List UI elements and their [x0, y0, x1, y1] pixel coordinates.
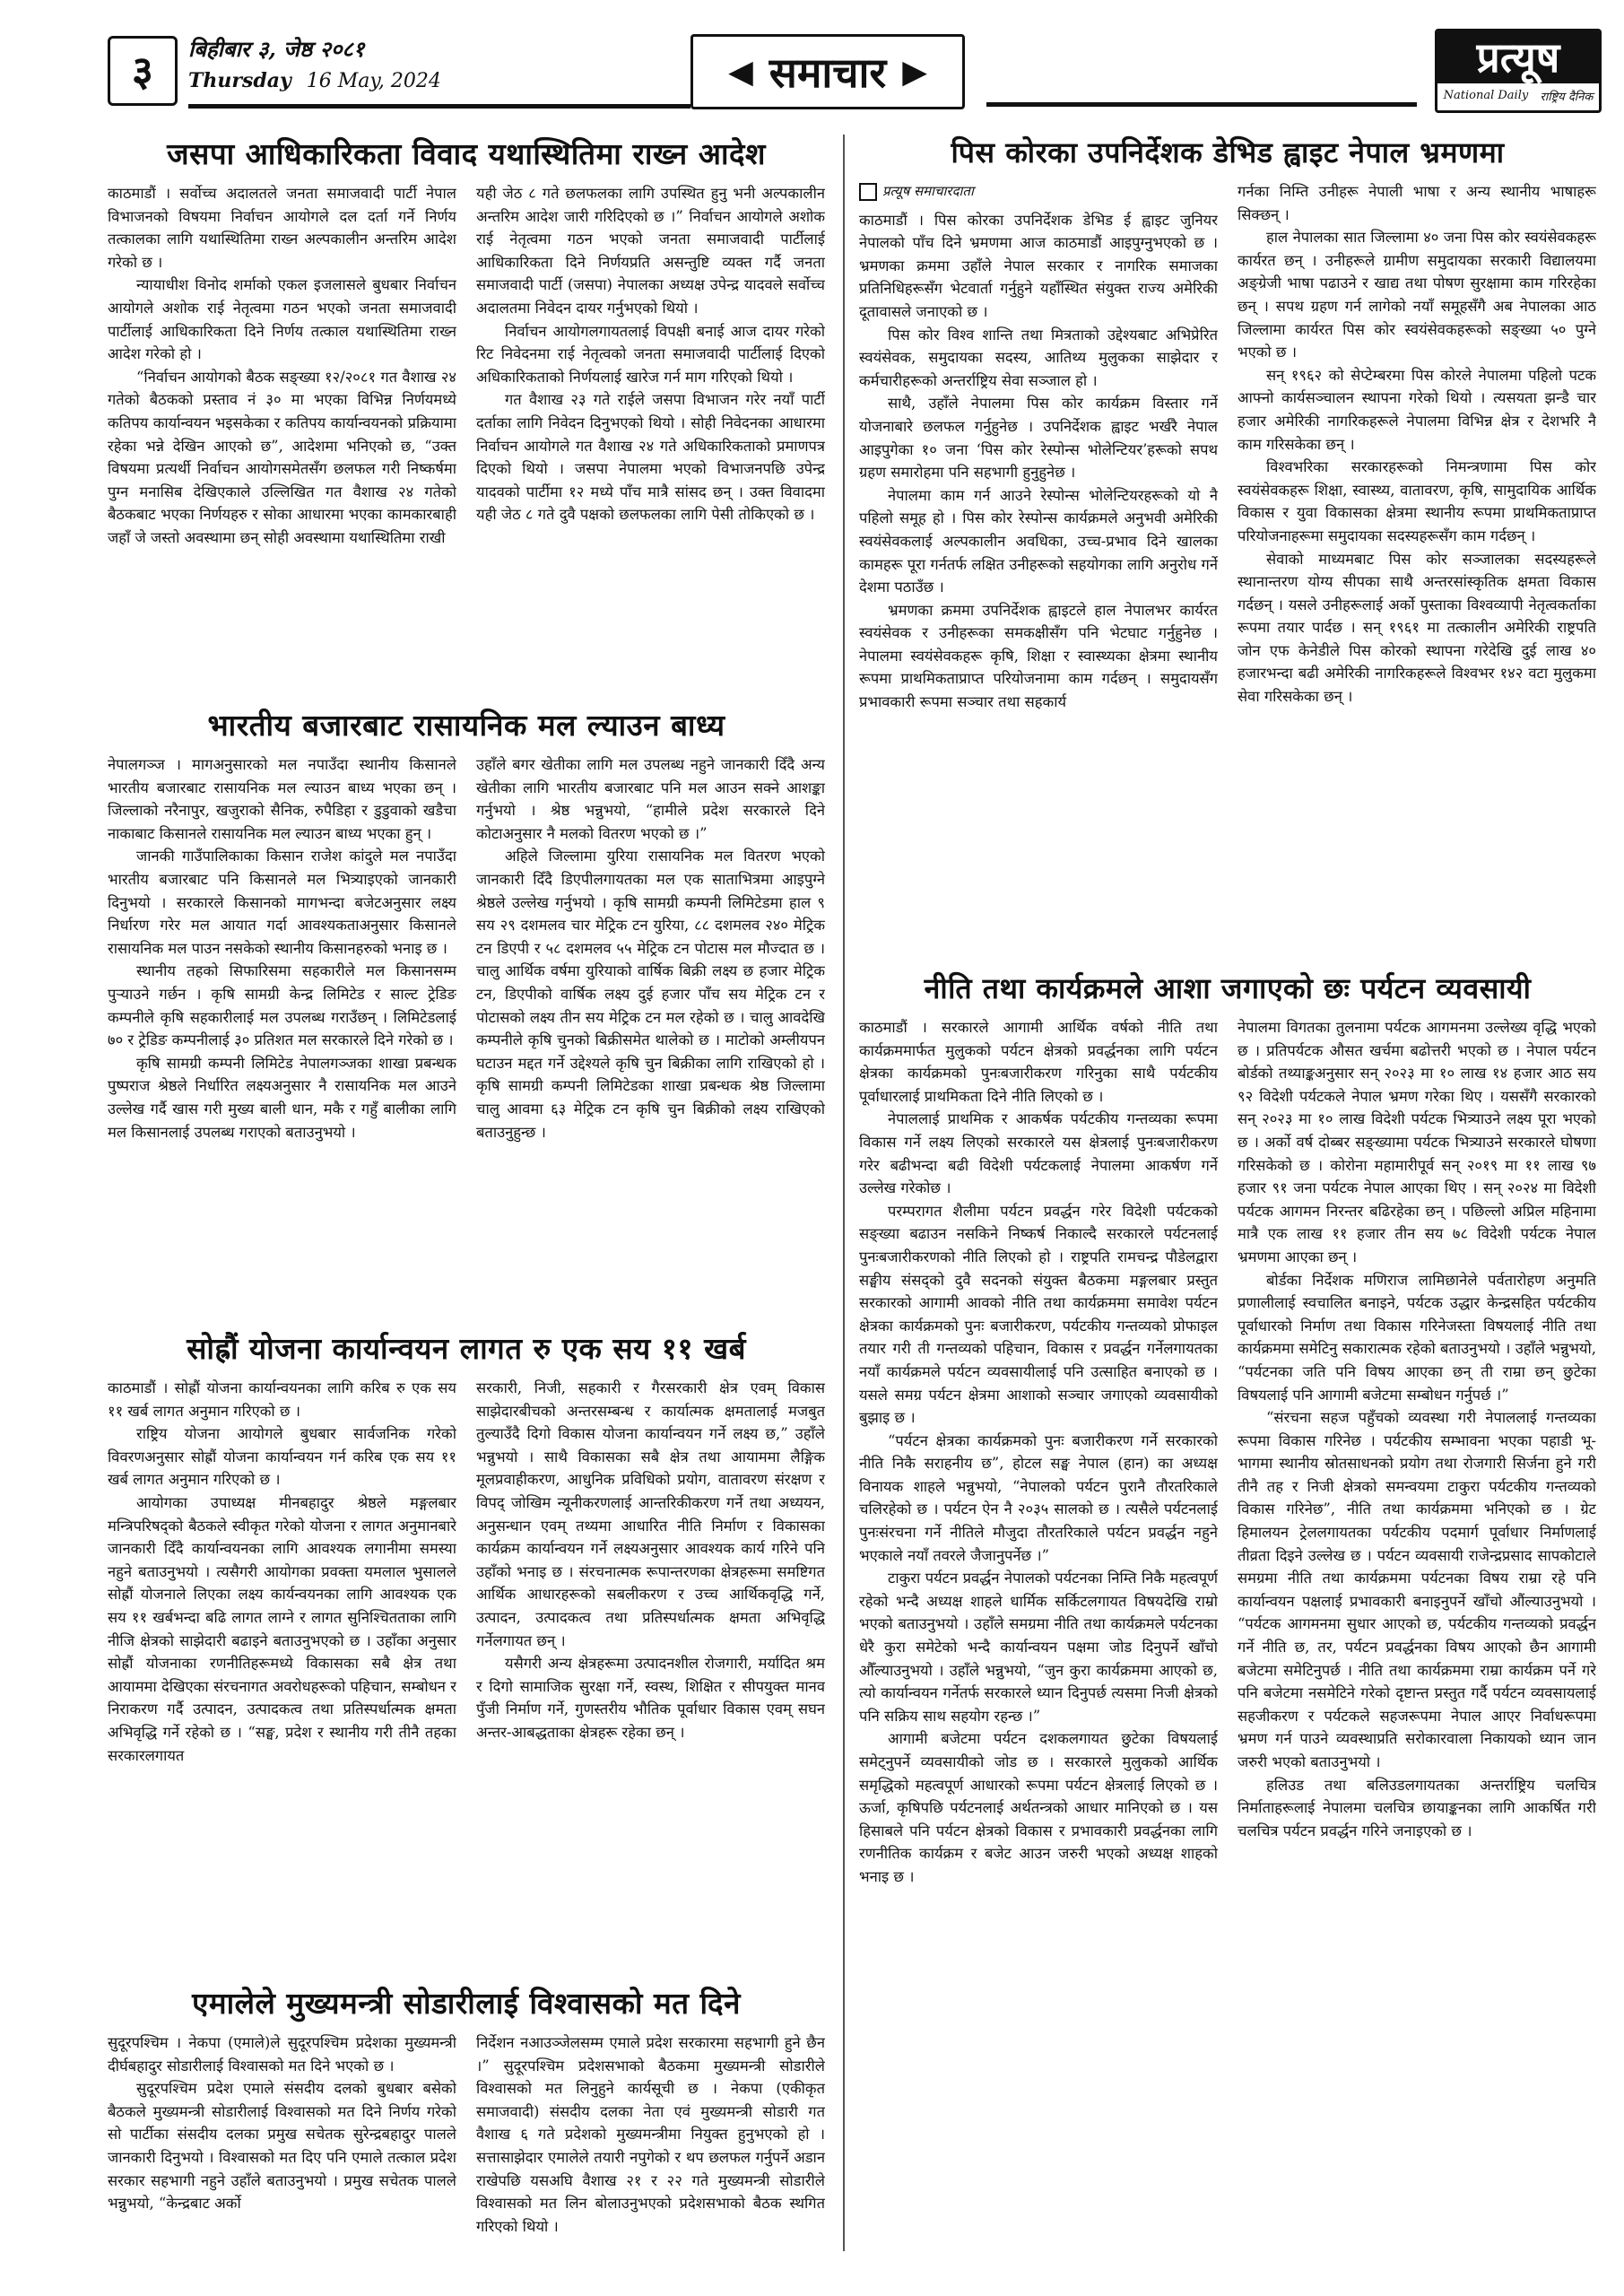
logo-wordmark: प्रत्यूष — [1437, 31, 1599, 83]
paragraph: काठमाडौं । सोह्रौं योजना कार्यान्वयनका लागि करिब रु एक सय ११ खर्ब लागत अनुमान गरिएको छ । — [108, 1379, 456, 1420]
dateline-rule — [188, 104, 690, 109]
newspaper-logo — [1435, 29, 1602, 113]
paragraph: सरकारी, निजी, सहकारी र गैरसरकारी क्षेत्र एवम् विकास साझेदारबीचको अन्तरसम्बन्ध र कार्यात्मक क्षमतालाई मजबुत तुल्याउँदै दिगो विकास योजना कार्यान्वयन गर्ने लक्ष्य छ,” उहाँले भन्नुभयो । साथै विकासका सबै क्षेत्र तथा आयाममा लैङ्गिक मूलप्रवाहीकरण, आधुनिक प्रविधिको प्रयोग, वातावरण संरक्षण र विपद् जोखिम न्यूनीकरणलाई आन्तरिकीकरण गर्ने तथा अध्ययन, अनुसन्धान एवम् तथ्यमा आधारित नीति निर्माण र विकासका कार्यक्रम कार्यान्वयन गर्ने लक्ष्यअनुसार आवश्यक कार्य गरिने पनि उहाँको भनाइ छ । संरचनात्मक रूपान्तरणका क्षेत्रहरूमा समष्टिगत आर्थिक आधारहरूको सबलीकरण र उच्च आर्थिकवृद्धि गर्ने, उत्पादन, उत्पादकत्व तथा प्रतिस्पर्धात्मक क्षमता अभिवृद्धि गर्नेलगायत छन् । — [476, 1379, 825, 1649]
article-headline: जसपा आधिकारिकता विवाद यथास्थितिमा राख्न आदेश — [167, 136, 766, 171]
day-english: Thursday — [188, 69, 291, 92]
byline-text: प्रत्यूष समाचारदाता — [882, 183, 974, 199]
column-divider — [843, 135, 845, 2251]
paragraph: सुदूरपश्चिम प्रदेश एमाले संसदीय दलको बुधबार बसेको बैठकले मुख्यमन्त्री सोडारीलाई विश्वासको मत दिने निर्णय गरेको सो पार्टीका संसदीय दलका प्रमुख सचेतक सुरेन्द्रबहादुर पालले जानकारी दिनुभयो । विश्वासको मत दिए पनि एमाले तत्काल प्रदेश सरकार सहभागी नहुने उहाँले बताउनुभयो । प्रमुख सचेतक पालले भन्नुभयो, “केन्द्रबाट अर्को — [108, 2080, 456, 2213]
arrow-right-icon: ▶ — [902, 53, 927, 91]
paragraph: आगामी बजेटमा पर्यटन दशकलगायत छुटेका विषयलाई समेट्नुपर्ने व्यवसायीको जोड छ । सरकारले मुलुकको आर्थिक समृद्धिको महत्वपूर्ण आधारको रूपमा पर्यटन क्षेत्रलाई लिएको छ । ऊर्जा, कृषिपछि पर्यटनलाई अर्थतन्त्रको आधार मानिएको छ । यस हिसाबले पनि पर्यटन क्षेत्रको विकास र प्रभावकारी प्रवर्द्धनका लागि रणनीतिक कार्यक्रम र बजेट आउन जरुरी भएको अध्यक्ष शाहको भनाइ छ । — [859, 1730, 1218, 1885]
paragraph: साथै, उहाँले नेपालमा पिस कोर कार्यक्रम विस्तार गर्ने योजनाबारे छलफल गर्नुहुनेछ । उपनिर्देशक ह्वाइट भर्खरै नेपाल आइपुगेका १० जना ‘पिस कोर रेस्पोन्स भोलेन्टियर’हरूको सपथ ग्रहण समारोहमा पनि सहभागी हुनुहुनेछ । — [859, 395, 1218, 482]
paragraph: गत वैशाख २३ गते राईले जसपा विभाजन गरेर नयाँ पार्टी दर्ताका लागि निवेदन दिनुभएको थियो । सोही निवेदनका आधारमा निर्वाचन आयोगले गत वैशाख २४ गते अधिकारिकताको प्रमाणपत्र दिएको थियो । जसपा नेपालमा भएको विभाजनपछि उपेन्द्र यादवको पार्टीमा १२ मध्ये पाँच मात्रै सांसद छन् । उक्त विवादमा यही जेठ ८ गते दुवै पक्षको छलफलका लागि पेसी तोकिएको छ । — [476, 391, 825, 524]
masthead-rule — [986, 102, 1417, 107]
checkbox-icon — [859, 183, 877, 201]
article-column — [476, 2031, 825, 2292]
article-headline: सोह्रौं योजना कार्यान्वयन लागत रु एक सय ११ खर्ब — [187, 1331, 746, 1366]
dateline — [188, 34, 441, 92]
paragraph: काठमाडौं । सरकारले आगामी आर्थिक वर्षको नीति तथा कार्यक्रममार्फत मुलुकको पर्यटन क्षेत्रको प्रवर्द्धनका लागि पर्यटन क्षेत्रका कार्यक्रमको पुनःबजारीकरण गरिनुका साथै पर्यटकीय पूर्वाधारलाई प्राथमिकता दिने नीति लिएको छ । — [859, 1019, 1218, 1105]
paragraph: टाकुरा पर्यटन प्रवर्द्धन नेपालको पर्यटनका निम्ति निकै महत्वपूर्ण रहेको भन्दै अध्यक्ष शाहले धार्मिक सर्किटलगायत विषयदेखि राम्रो भएको बताउनुभयो । उहाँले समग्रमा नीति तथा कार्यक्रमले पर्यटनका धेरै कुरा समेटेको भन्दै कार्यान्वयन पक्षमा जोड दिनुपर्ने खाँचो औँल्याउनुभयो । उहाँले भन्नुभयो, “जुन कुरा कार्यक्रममा आएको छ, त्यो कार्यान्वयन गर्नेतर्फ सरकारले ध्यान दिनुपर्छ त्यसमा निजी क्षेत्रको पनि सक्रिय साथ सहयोग रहन्छ ।” — [859, 1570, 1218, 1725]
paragraph: नेपाललाई प्राथमिक र आकर्षक पर्यटकीय गन्तव्यका रूपमा विकास गर्ने लक्ष्य लिएको सरकारले यस क्षेत्रलाई पुनःबजारीकरण गरेर बढीभन्दा बढी विदेशी पर्यटकलाई नेपालमा आकर्षण गर्ने उल्लेख गरेकोछ । — [859, 1110, 1218, 1197]
byline — [859, 180, 1218, 204]
date-english-text: 16 May, 2024 — [306, 70, 441, 92]
paragraph: स्थानीय तहको सिफारिसमा सहकारीले मल किसानसम्म पुऱ्याउने गर्छन । कृषि सामग्री केन्द्र लिमिटेड र साल्ट ट्रेडिङ कम्पनीले कृषि सहकारीलाई मल उपलब्ध गराउँछन् । लिमिटेडलाई ७० र ट्रेडिङ कम्पनीलाई ३० प्रतिशत मल सरकारले दिने गरेको छ । — [108, 962, 456, 1049]
paragraph: काठमाडौं । पिस कोरका उपनिर्देशक डेभिड ई ह्वाइट जुनियर नेपालको पाँच दिने भ्रमणमा आज काठमाडौं आइपुग्नुभएको छ । भ्रमणका क्रममा उहाँले नेपाल सरकार र नागरिक समाजका प्रतिनिधिहरूसँग भेटवार्ता गर्नुहुने यहाँस्थित संयुक्त राज्य अमेरिकी दूतावासले जनाएको छ । — [859, 211, 1218, 320]
paragraph: भ्रमणका क्रममा उपनिर्देशक ह्वाइटले हाल नेपालभर कार्यरत स्वयंसेवक र उनीहरूका समकक्षीसँग पनि भेटघाट गर्नुहुनेछ । नेपालमा स्वयंसेवकहरू कृषि, शिक्षा र स्वास्थ्यका क्षेत्रमा स्थानीय रूपमा प्राथमिकताप्राप्त परियोजनामा काम गर्दछन् । समुदायसँग प्रभावकारी रूपमा सञ्चार तथा सहकार्य — [859, 601, 1218, 711]
paragraph: हलिउड तथा बलिउडलगायतका अन्तर्राष्ट्रिय चलचित्र निर्माताहरूलाई नेपालमा चलचित्र छायाङ्कनका लागि आकर्षित गरी चलचित्र पर्यटन प्रवर्द्धन गरिने जनाइएको छ । — [1238, 1776, 1596, 1839]
article-sixteenth-plan — [108, 1327, 825, 1978]
article-column — [1238, 1016, 1596, 2294]
paragraph: “पर्यटन क्षेत्रका कार्यक्रमको पुनः बजारीकरण गर्ने सरकारको नीति निकै सराहनीय छ”, होटल सङ्घ नेपाल (हान) का अध्यक्ष विनायक शाहले भन्नुभयो, “नेपालको पर्यटन पुरानै तौरतरिकाले चलिरहेको छ । पर्यटन ऐन नै २०३५ सालको छ । त्यसैले पर्यटनलाई पुनःसंरचना गर्ने नीतिले मौजुदा तौरतरिकाले पर्यटन प्रवर्द्धन नहुने भएकाले नयाँ तवरले जैजानुपर्नेछ ।” — [859, 1431, 1218, 1564]
article-column — [476, 182, 825, 735]
paragraph: न्यायाधीश विनोद शर्माको एकल इजलासले बुधबार निर्वाचन आयोगले अशोक राई नेतृत्वमा गठन भएको जनता समाजवादी पार्टीलाई आधिकारिकता दिने निर्णय तत्काल यथास्थितिमा राख्न आदेश गरेको हो । — [108, 276, 456, 363]
article-column — [476, 753, 825, 1323]
article-headline: नीति तथा कार्यक्रमले आशा जगाएको छः पर्यटन व्यवसायी — [924, 971, 1532, 1005]
article-jaspa — [108, 133, 825, 735]
article-column — [108, 182, 456, 735]
paragraph: यसैगरी अन्य क्षेत्रहरूमा उत्पादनशील रोजगारी, मर्यादित श्रम र दिगो सामाजिक सुरक्षा गर्ने, स्वस्थ, शिक्षित र सीपयुक्त मानव पुँजी निर्माण गर्ने, गुणस्तरीय भौतिक पूर्वाधार विकास एवम् सघन अन्तर-आबद्धताका क्षेत्रहरू रहेका छन् । — [476, 1655, 825, 1741]
article-column — [108, 2031, 456, 2292]
page-number: ३ — [108, 36, 178, 106]
paragraph: कृषि सामग्री कम्पनी लिमिटेड नेपालगञ्जका शाखा प्रबन्धक पुष्पराज श्रेष्ठले निर्धारित लक्ष्यअनुसार नै रासायनिक मल आउने उल्लेख गर्दै खास गरी मुख्य बाली धान, मकै र गहुँ बालीका लागि मल किसानलाई उपलब्ध गराएको बताउनुभयो । — [108, 1054, 456, 1141]
paragraph: “संरचना सहज पहुँचको व्यवस्था गरी नेपाललाई गन्तव्यका रूपमा विकास गरिनेछ । पर्यटकीय सम्भावना भएका पहाडी भू-भागमा स्थानीय स्रोतसाधनको प्रयोग तथा रोजगारी सिर्जना हुने गरी तीनै तह र निजी क्षेत्रको समन्वयमा टाकुरा पर्यटकीय गन्तव्यको विकास गरिनेछ”, नीति तथा कार्यक्रममा भनिएको छ । ग्रेट हिमालयन ट्रेललगायतका पर्यटकीय पदमार्ग पूर्वाधार निर्माणलाई तीव्रता दिइने उल्लेख छ । पर्यटन व्यवसायी राजेन्द्रप्रसाद सापकोटाले समग्रमा नीति तथा कार्यक्रममा पर्यटनका विषय राम्रा रहे पनि कार्यान्वयन पक्षलाई प्रभावकारी बनाइनुपर्ने खाँचो औंल्याउनुभयो । “पर्यटक आगमनमा सुधार आएको छ, पर्यटकीय गन्तव्यको प्रवर्द्धन गर्ने नीति छ, तर, पर्यटन प्रवर्द्धनका विषय आएको छैन आगामी बजेटमा समेटिनुपर्छ । नीति तथा कार्यक्रममा राम्रा कार्यक्रम पर्ने गरे पनि बजेटमा नसमेटिने गरेको दृष्टान्त प्रस्तुत गर्दै पर्यटन व्यवसायलाई सहजीकरण र पर्यटकले सहजरूपमा नेपाल आएर निर्वाधरूपमा भ्रमण गर्न पाउने व्यवस्थाप्रति सरोकारवाला निकायको ध्यान जान जरुरी भएको बताउनुभयो । — [1238, 1409, 1596, 1770]
paragraph: विश्वभरिका सरकारहरूको निमन्त्रणामा पिस कोर स्वयंसेवकहरू शिक्षा, स्वास्थ्य, वातावरण, कृषि, सामुदायिक आर्थिक विकास र युवा विकासका क्षेत्रमा स्थानीय रूपमा प्राथमिकताप्राप्त परियोजनाहरूमा समुदायका सदस्यहरूसँग काम गर्दछन् । — [1238, 458, 1596, 544]
paragraph: गर्नका निम्ति उनीहरू नेपाली भाषा र अन्य स्थानीय भाषाहरू सिक्छन् । — [1238, 183, 1596, 223]
paragraph: पिस कोर विश्व शान्ति तथा मित्रताको उद्देश्यबाट अभिप्रेरित स्वयंसेवक, समुदायका सदस्य, आतिथ्य मुलुकका साझेदार र कर्मचारीहरूको अन्तर्राष्ट्रिय सेवा सञ्जाल हो । — [859, 326, 1218, 389]
paragraph: “निर्वाचन आयोगको बैठक सङ्ख्या १२/२०८१ गत वैशाख २४ गतेको बैठकको प्रस्ताव नं ३० मा भएका विभिन्न निर्णयमध्ये कतिपय कार्यान्वयन भइसकेका र कतिपय कार्यान्वयनको प्रक्रियामा रहेका भन्ने देखिन आएको छ”, आदेशमा भनिएको छ, “उक्त विषयमा प्रत्यर्थी निर्वाचन आयोगसमेतसँग छलफल गरी निष्कर्षमा पुग्न मनासिब देखिएकाले उल्लिखित गत वैशाख २४ गतेको बैठकबाट भएका निर्णयहरु र सोका आधारमा भएका कामकारबाही जहाँ जे जस्तो अवस्थामा छन् सोही अवस्थामा यथास्थितिमा राखी — [108, 368, 456, 546]
article-column — [108, 1377, 456, 1978]
article-headline: पिस कोरका उपनिर्देशक डेभिड ह्वाइट नेपाल भ्रमणमा — [951, 135, 1505, 170]
article-headline: एमालेले मुख्यमन्त्री सोडारीलाई विश्वासको मत दिने — [192, 1986, 741, 2021]
section-title: समाचार — [769, 48, 887, 97]
paragraph: सुदूरपश्चिम । नेकपा (एमाले)ले सुदूरपश्चिम प्रदेशका मुख्यमन्त्री दीर्घबहादुर सोडारीलाई विश्वासको मत दिने भएको छ । — [108, 2034, 456, 2074]
paragraph: परम्परागत शैलीमा पर्यटन प्रवर्द्धन गरेर विदेशी पर्यटकको सङ्ख्या बढाउन नसकिने निष्कर्ष निकाल्दै सरकारले पर्यटनलाई पुनःबजारीकरणको नीति लिएको हो । राष्ट्रपति रामचन्द्र पौडेलद्वारा सङ्घीय संसद्को दुवै सदनको संयुक्त बैठकमा मङ्गलबार प्रस्तुत सरकारको आगामी आवको नीति तथा कार्यक्रममा समावेश पर्यटन क्षेत्रका कार्यक्रमको पुनः बजारीकरण, पर्यटकीय गन्तव्यको प्रोफाइल तयार गरी ती गन्तव्यको पहिचान, विकास र प्रवर्द्धन गर्नेलगायतका नयाँ कार्यक्रमले पर्यटन व्यवसायीलाई पनि उत्साहित बनाएको छ । यसले समग्र पर्यटन क्षेत्रमा आशाको सञ्चार जगाएको व्यवसायीको बुझाइ छ । — [859, 1202, 1218, 1427]
paragraph: उहाँले बगर खेतीका लागि मल उपलब्ध नहुने जानकारी दिँदै अन्य खेतीका लागि भारतीय बजारबाट पनि मल आउन सक्ने आशङ्का गर्नुभयो । श्रेष्ठ भन्नुभयो, “हामीले प्रदेश सरकारले दिने कोटाअनुसार नै मलको वितरण भएको छ ।” — [476, 756, 825, 842]
article-column — [859, 1016, 1218, 2294]
paragraph: सेवाको माध्यमबाट पिस कोर सञ्जालका सदस्यहरूले स्थानान्तरण योग्य सीपका साथै अन्तरसांस्कृतिक क्षमता विकास गर्दछन् । यसले उनीहरूलाई अर्को पुस्ताका विश्वव्यापी नेतृत्वकर्ताका रूपमा तयार पार्दछ । सन् १९६१ मा तत्कालीन अमेरिकी राष्ट्रपति जोन एफ केनेडीले पिस कोरको स्थापना गरेदेखि दुई लाख ४० हजारभन्दा बढी अमेरिकी नागरिकहरूले विश्वभर १४२ वटा मुलुकमा सेवा गरिसकेका छन् । — [1238, 550, 1596, 706]
date-english — [188, 69, 441, 92]
paragraph: अहिले जिल्लामा युरिया रासायनिक मल वितरण भएको जानकारी दिँदै डिएपीलगायतका मल एक साताभित्रमा आइपुग्ने श्रेष्ठले उल्लेख गर्नुभयो । कृषि सामग्री कम्पनी लिमिटेडमा हाल ९ सय २९ दशमलव चार मेट्रिक टन युरिया, ८८ दशमलव २४० मेट्रिक टन डिएपी र ५८ दशमलव ५५ मेट्रिक टन पोटास मल मौज्दात छ । चालु आर्थिक वर्षमा युरियाको वार्षिक बिक्री लक्ष्य छ हजार मेट्रिक टन, डिएपीको वार्षिक लक्ष्य दुई हजार पाँच सय मेट्रिक टन र पोटासको लक्ष्य तीन सय मेट्रिक टन मल रहेको छ । चालु आवदेखि कम्पनीले कृषि चुनको बिक्रीसमेत थालेको छ । माटोको अम्लीयपन घटाउन मद्दत गर्ने उद्देश्यले कृषि चुन बिक्रीका लागि राखिएको हो । कृषि सामग्री कम्पनी लिमिटेडका शाखा प्रबन्धक श्रेष्ठ जिल्लामा चालु आवमा ६३ मेट्रिक टन कृषि चुन बिक्रीको लक्ष्य राखिएको बताउनुहुन्छ । — [476, 848, 825, 1141]
logo-tagline — [1437, 83, 1599, 108]
paragraph: हाल नेपालका सात जिल्लामा ४० जना पिस कोर स्वयंसेवकहरू कार्यरत छन् । उनीहरूले ग्रामीण समुदायका सरकारी विद्यालयमा अङ्ग्रेजी भाषा पढाउने र खाद्य तथा पोषण सुरक्षामा काम गरिरहेका छन् । सपथ ग्रहण गर्न लागेको नयाँ समूहसँगै अब नेपालका आठ जिल्लामा कार्यरत पिस कोर स्वयंसेवकहरूको सङ्ख्या ५० पुग्ने भएको छ । — [1238, 229, 1596, 361]
paragraph: काठमाडौं । सर्वोच्च अदालतले जनता समाजवादी पार्टी नेपाल विभाजनको विषयमा निर्वाचन आयोगले दल दर्ता गर्ने निर्णय तत्कालका लागि यथास्थितिमा राख्न अल्पकालीन अन्तरिम आदेश गरेको छ । — [108, 185, 456, 271]
paragraph: नेपालमा काम गर्न आउने रेस्पोन्स भोलेन्टियरहरूको यो नै पहिलो समूह हो । पिस कोर रेस्पोन्स कार्यक्रमले अनुभवी अमेरिकी स्वयंसेवकलाई अल्पकालीन अवधिका, उच्च-प्रभाव दिने खालका कामहरू पूरा गर्नतर्फ लक्षित उनीहरूको सहयोगका लागि अनुरोध गर्ने देशमा पठाउँछ । — [859, 486, 1218, 596]
article-tourism-policy — [859, 969, 1596, 2294]
article-fertilizer — [108, 704, 825, 1323]
paragraph: निर्देशन नआउञ्जेलसम्म एमाले प्रदेश सरकारमा सहभागी हुने छैन ।” सुदूरपश्चिम प्रदेशसभाको बैठकमा मुख्यमन्त्री सोडारीले विश्वासको मत लिनुहुने कार्यसूची छ । नेकपा (एकीकृत समाजवादी) संसदीय दलका नेता एवं मुख्यमन्त्री सोडारी गत वैशाख ६ गते प्रदेशको मुख्यमन्त्रीमा नियुक्त हुनुभएको हो । सत्तासाझेदार एमालेले तयारी नपुगेको र थप छलफल गर्नुपर्ने अडान राखेपछि यसअघि वैशाख २१ र २२ गते मुख्यमन्त्री सोडारीले विश्वासको मत लिन बोलाउनुभएको प्रदेशसभाको बैठक स्थगित गरिएको थियो । — [476, 2034, 825, 2235]
article-column — [108, 753, 456, 1323]
article-column — [476, 1377, 825, 1978]
paragraph: जानकी गाउँपालिकाका किसान राजेश कांदुले मल नपाउँदा भारतीय बजारबाट पनि किसानले मल भित्र्याइएको जानकारी दिनुभयो । सरकारले किसानको मागभन्दा बजेटअनुसार लक्ष्य निर्धारण गरेर मल आयात गर्दा आवश्यकताअनुसार किसानले रासायनिक मल पाउन नसकेको स्थानीय किसानहरुको भनाइ छ । — [108, 848, 456, 957]
logo-tagline-np: राष्ट्रिय दैनिक — [1540, 90, 1594, 104]
section-label — [690, 34, 965, 109]
masthead — [108, 29, 1596, 118]
paragraph: निर्वाचन आयोगलगायतलाई विपक्षी बनाई आज दायर गरेको रिट निवेदनमा राई नेतृत्वको जनता समाजवादी पार्टीलाई दिएको अधिकारिकताको निर्णयलाई खारेज गर्न माग गरिएको थियो । — [476, 322, 825, 386]
arrow-left-icon: ◀ — [728, 53, 753, 91]
paragraph: यही जेठ ८ गते छलफलका लागि उपस्थित हुनु भनी अल्पकालीन अन्तरिम आदेश जारी गरिदिएको छ ।” निर्वाचन आयोगले अशोक राई नेतृत्वमा गठन भएको जनता समाजवादी पार्टीलाई आधिकारिकता दिने निर्णयप्रति असन्तुष्टि व्यक्त गर्दै जनता समाजवादी पार्टी (जसपा) नेपालका अध्यक्ष उपेन्द्र यादवले सर्वोच्च अदालतमा निवेदन दायर गर्नुभएको थियो । — [476, 185, 825, 317]
paragraph: बोर्डका निर्देशक मणिराज लामिछानेले पर्वतारोहण अनुमति प्रणालीलाई स्वचालित बनाइने, पर्यटक उद्धार केन्द्रसहित पर्यटकीय पूर्वाधारको निर्माण तथा विकास गरिनेजस्ता विषयलाई नीति तथा कार्यक्रममा समेटिनु सकारात्मक रहेको बताउनुभयो । उहाँले भन्नुभयो, “पर्यटनका जति पनि विषय आएका छन् ती राम्रा छन् छुटेका विषयलाई पनि आगामी बजेटमा सम्बोधन गर्नुपर्छ ।” — [1238, 1271, 1596, 1404]
paragraph: राष्ट्रिय योजना आयोगले बुधबार सार्वजनिक गरेको विवरणअनुसार सोह्रौं योजना कार्यान्वयन गर्न करिब एक सय ११ खर्ब लागत अनुमान गरिएको छ । — [108, 1425, 456, 1489]
article-cm-vote — [108, 1982, 825, 2292]
paragraph: नेपालमा विगतका तुलनामा पर्यटक आगमनमा उल्लेख्य वृद्धि भएको छ । प्रतिपर्यटक औसत खर्चमा बढोत्तरी भएको छ । नेपाल पर्यटन बोर्डको तथ्याङ्कअनुसार सन् २०२३ मा १० लाख १४ हजार आठ सय ९२ विदेशी पर्यटकले नेपाल भ्रमण गरेका थिए । यससँगै सरकारको सन् २०२३ मा १० लाख विदेशी पर्यटक भित्र्याउने लक्ष्य पूरा भएको छ । अर्को वर्ष दोब्बर सङ्ख्यामा पर्यटक भित्र्याउने सरकारले घोषणा गरिसकेको छ । कोरोना महामारीपूर्व सन् २०१९ मा ११ लाख ९७ हजार ९१ जना पर्यटक नेपाल आएका थिए । सन् २०२४ मा विदेशी पर्यटक आगमन निरन्तर बढिरहेका छन् । पछिल्लो अप्रिल महिनामा मात्रै एक लाख ११ हजार तीन सय ७८ विदेशी पर्यटक नेपाल भ्रमणमा आएका छन् । — [1238, 1019, 1596, 1265]
logo-tagline-en: National Daily — [1443, 89, 1529, 102]
paragraph: सन् १९६२ को सेप्टेम्बरमा पिस कोरले नेपालमा पहिलो पटक आफ्नो कार्यसञ्चालन स्थापना गरेको थियो । त्यसयता झन्डै चार हजार अमेरिकी नागरिकहरूले नेपालमा विभिन्न क्षेत्र र देशभरि नै काम गरिसकेका छन् । — [1238, 366, 1596, 453]
article-headline: भारतीय बजारबाट रासायनिक मल ल्याउन बाध्य — [207, 708, 725, 743]
paragraph: आयोगका उपाध्यक्ष मीनबहादुर श्रेष्ठले मङ्गलबार मन्त्रिपरिषद्को बैठकले स्वीकृत गरेको योजना र लागत अनुमानबारे जानकारी दिँदै कार्यान्वयनका लागि आवश्यक लगानीमा समस्या नहुने बताउनुभयो । त्यसैगरी आयोगका प्रवक्ता यमलाल भुसालले सोह्रौं योजनाले लिएका लक्ष्य कार्यन्वयनका लागि आवश्यक एक सय ११ खर्बभन्दा बढि लागत लाग्ने र लागत सुनिश्चितताका लागि नीजि क्षेत्रको साझेदारी बढाइने बताउनुभएको छ । उहाँका अनुसार सोह्रौं योजनाका रणनीतिहरूमध्ये विकासका सबै क्षेत्र तथा आयाममा देखिएका संरचनागत अवरोधहरूको पहिचान, सम्बोधन र निराकरण गर्दै उत्पादन, उत्पादकत्व तथा प्रतिस्पर्धात्मक क्षमता अभिवृद्धि गर्ने रहेको छ । “सङ्घ, प्रदेश र स्थानीय गरी तीनै तहका सरकारलगायत — [108, 1493, 456, 1764]
paragraph: नेपालगञ्ज । मागअनुसारको मल नपाउँदा स्थानीय किसानले भारतीय बजारबाट रासायनिक मल ल्याउन बाध्य भएका छन् । जिल्लाको नरैनापुर, खजुराको सैनिक, रुपैडिहा र डुडुवाको खडैचा नाकाबाट किसानले रासायनिक मल ल्याउन बाध्य भएका हुन् । — [108, 756, 456, 842]
date-nepali: बिहीबार ३, जेष्ठ २०८१ — [188, 36, 365, 62]
